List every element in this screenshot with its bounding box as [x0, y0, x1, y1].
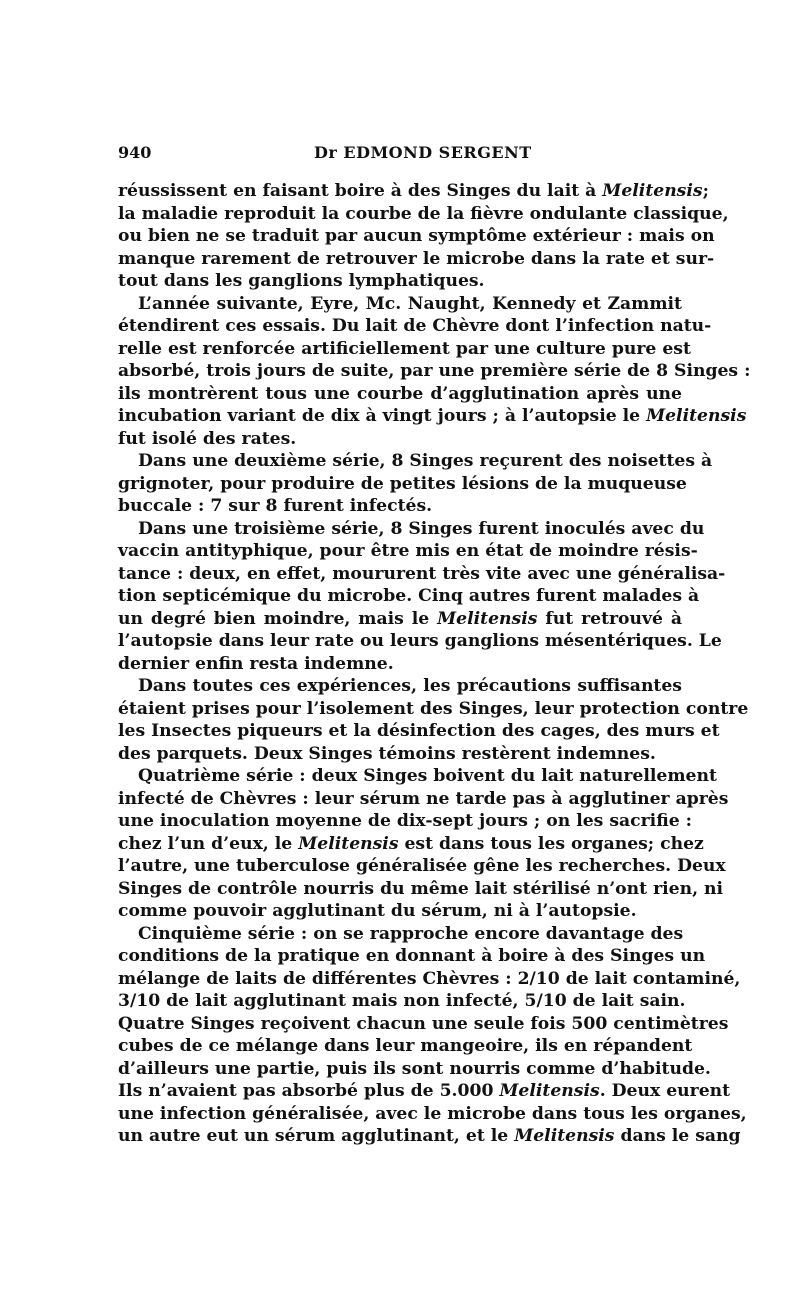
text-line: tion septicémique du microbe. Cinq autres furent malades à — [118, 586, 700, 606]
text-line: Cinquième série : on se rapproche encore davantage des — [138, 923, 684, 944]
paragraph — [118, 923, 747, 1148]
text-line: Dans une deuxième série, 8 Singes reçurent des noisettes à — [138, 451, 713, 471]
text-line: absorbé, trois jours de suite, par une première série de 8 Singes : — [118, 361, 751, 381]
text-line: Dans toutes ces expériences, les précautions suffisantes — [138, 676, 682, 696]
text-line: conditions de la pratique en donnant à boire à des Singes un — [118, 946, 706, 966]
paragraph — [118, 675, 749, 765]
text-line: une infection généralisée, avec le microbe dans tous les organes, — [118, 1103, 747, 1124]
text-line: 3/10 de lait agglutinant mais non infecté, 5/10 de lait sain. — [118, 991, 686, 1011]
text-line: chez l’un d’eux, le Melitensis est dans tous les organes; chez — [118, 833, 704, 854]
text-line: la maladie reproduit la courbe de la fièvre ondulante classique, — [118, 203, 729, 224]
text-line: incubation variant de dix à vingt jours ; à l’autopsie le Melitensis — [118, 406, 747, 426]
text-line: les Insectes piqueurs et la désinfection des cages, des murs et — [118, 721, 720, 741]
text-line: l’autre, une tuberculose généralisée gêne les recherches. Deux — [118, 856, 726, 876]
text-line: des parquets. Deux Singes témoins restèrent indemnes. — [118, 743, 656, 764]
text-line: relle est renforcée artificiellement par une culture pure est — [118, 338, 691, 359]
paragraph — [118, 180, 729, 293]
text-line: manque rarement de retrouver le microbe dans la rate et sur- — [118, 248, 715, 269]
text-line: tout dans les ganglions lymphatiques. — [118, 271, 485, 291]
running-head: Dr EDMOND SERGENT — [314, 143, 532, 162]
text-line: un degré bien moindre, mais le Melitensis fut retrouvé à — [118, 608, 682, 629]
text-line: réussissent en faisant boire à des Singes du lait à Melitensis; — [118, 181, 709, 201]
text-line: buccale : 7 sur 8 furent infectés. — [118, 496, 433, 516]
text-line: tance : deux, en effet, moururent très vite avec une généralisa- — [118, 563, 726, 584]
italic-term: Melitensis — [298, 833, 399, 854]
text-line: étaient prises pour l’isolement des Singes, leur protection contre — [118, 698, 749, 719]
text-line: Quatrième série : deux Singes boivent du lait naturellement — [138, 766, 717, 786]
italic-term: Melitensis — [646, 406, 747, 426]
text-line: Singes de contrôle nourris du même lait stérilisé n’ont rien, ni — [118, 878, 724, 899]
text-line: Quatre Singes reçoivent chacun une seule fois 500 centimètres — [118, 1013, 729, 1034]
text-line: un autre eut un sérum agglutinant, et le Melitensis dans le sang — [118, 1126, 741, 1146]
italic-term: Melitensis — [499, 1081, 600, 1101]
text-line: dernier enfin resta indemne. — [118, 653, 394, 674]
paragraph — [118, 765, 729, 923]
body-text — [118, 180, 751, 1148]
italic-term: Melitensis — [602, 181, 703, 201]
paragraph — [118, 450, 713, 518]
text-line: comme pouvoir agglutinant du sérum, ni à l’autopsie. — [118, 901, 637, 921]
text-line: fut isolé des rates. — [118, 428, 297, 449]
page-number: 940 — [118, 143, 152, 162]
text-line: d’ailleurs une partie, puis ils sont nourris comme d’habitude. — [118, 1058, 711, 1079]
text-line: mélange de laits de différentes Chèvres : 2/10 de lait contaminé, — [118, 968, 741, 989]
text-line: grignoter, pour produire de petites lésions de la muqueuse — [118, 473, 687, 494]
text-line: une inoculation moyenne de dix-sept jours ; on les sacrifie : — [118, 811, 692, 831]
italic-term: Melitensis — [514, 1126, 615, 1146]
text-line: l’autopsie dans leur rate ou leurs ganglions mésentériques. Le — [118, 631, 722, 651]
text-line: cubes de ce mélange dans leur mangeoire, ils en répandent — [118, 1036, 693, 1056]
page-header — [118, 143, 682, 173]
italic-term: Melitensis — [437, 608, 538, 629]
text-line: vaccin antityphique, pour être mis en état de moindre résis- — [118, 541, 698, 561]
paragraph — [118, 293, 751, 451]
text-line: ils montrèrent tous une courbe d’agglutination après une — [118, 383, 682, 404]
text-line: Dans une troisième série, 8 Singes furent inoculés avec du — [138, 518, 705, 539]
text-line: Ils n’avaient pas absorbé plus de 5.000 Melitensis. Deux eurent — [118, 1081, 731, 1101]
text-line: étendirent ces essais. Du lait de Chèvre dont l’infection natu- — [118, 316, 712, 336]
text-line: L’année suivante, Eyre, Mc. Naught, Kennedy et Zammit — [138, 293, 682, 314]
text-line: ou bien ne se traduit par aucun symptôme extérieur : mais on — [118, 226, 715, 246]
text-line: infecté de Chèvres : leur sérum ne tarde pas à agglutiner après — [118, 788, 729, 809]
paragraph — [118, 518, 726, 676]
